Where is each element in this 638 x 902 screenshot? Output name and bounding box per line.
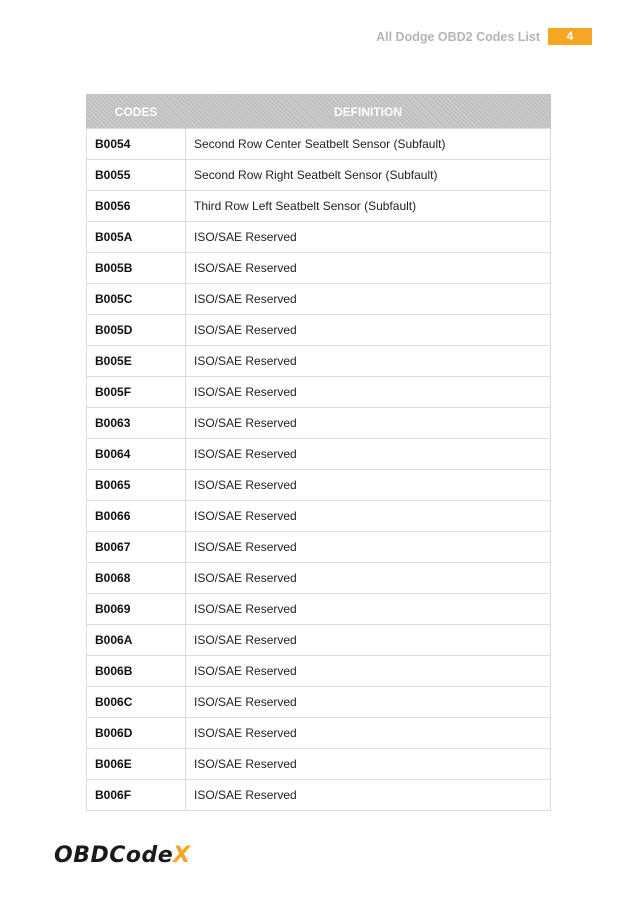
table-row xyxy=(87,160,551,191)
codes-table xyxy=(86,94,551,811)
table-row xyxy=(87,346,551,377)
code-cell: B005E xyxy=(87,346,186,377)
definition-cell: ISO/SAE Reserved xyxy=(186,501,551,532)
definition-cell: ISO/SAE Reserved xyxy=(186,408,551,439)
definition-cell: Third Row Left Seatbelt Sensor (Subfault) xyxy=(186,191,551,222)
table-row xyxy=(87,253,551,284)
definition-cell: Second Row Right Seatbelt Sensor (Subfault) xyxy=(186,160,551,191)
table-row xyxy=(87,439,551,470)
code-cell: B0054 xyxy=(87,129,186,160)
code-cell: B0068 xyxy=(87,563,186,594)
table-row xyxy=(87,687,551,718)
code-cell: B006D xyxy=(87,718,186,749)
table-row xyxy=(87,408,551,439)
definition-cell: ISO/SAE Reserved xyxy=(186,315,551,346)
code-cell: B0055 xyxy=(87,160,186,191)
code-cell: B0056 xyxy=(87,191,186,222)
code-cell: B0069 xyxy=(87,594,186,625)
logo-accent: X xyxy=(173,843,191,868)
code-cell: B005F xyxy=(87,377,186,408)
table-row xyxy=(87,377,551,408)
code-cell: B0066 xyxy=(87,501,186,532)
obdcodex-logo xyxy=(54,843,191,868)
document-title: All Dodge OBD2 Codes List xyxy=(376,29,540,44)
definition-cell: ISO/SAE Reserved xyxy=(186,470,551,501)
table-row xyxy=(87,129,551,160)
table-row xyxy=(87,315,551,346)
code-cell: B005A xyxy=(87,222,186,253)
code-cell: B006C xyxy=(87,687,186,718)
table-row xyxy=(87,501,551,532)
code-cell: B005D xyxy=(87,315,186,346)
definition-cell: ISO/SAE Reserved xyxy=(186,749,551,780)
table-row xyxy=(87,191,551,222)
page-number-badge: 4 xyxy=(548,28,592,45)
definition-cell: ISO/SAE Reserved xyxy=(186,594,551,625)
code-cell: B0063 xyxy=(87,408,186,439)
table-row xyxy=(87,656,551,687)
code-cell: B005C xyxy=(87,284,186,315)
table-row xyxy=(87,470,551,501)
definition-cell: ISO/SAE Reserved xyxy=(186,377,551,408)
definition-cell: ISO/SAE Reserved xyxy=(186,284,551,315)
code-cell: B0064 xyxy=(87,439,186,470)
table-row xyxy=(87,594,551,625)
definition-cell: ISO/SAE Reserved xyxy=(186,346,551,377)
column-header-definition: DEFINITION xyxy=(186,95,551,129)
definition-cell: ISO/SAE Reserved xyxy=(186,222,551,253)
definition-cell: Second Row Center Seatbelt Sensor (Subfault) xyxy=(186,129,551,160)
code-cell: B006F xyxy=(87,780,186,811)
code-cell: B0067 xyxy=(87,532,186,563)
table-row xyxy=(87,749,551,780)
page-header xyxy=(376,28,592,45)
definition-cell: ISO/SAE Reserved xyxy=(186,656,551,687)
definition-cell: ISO/SAE Reserved xyxy=(186,253,551,284)
definition-cell: ISO/SAE Reserved xyxy=(186,718,551,749)
definition-cell: ISO/SAE Reserved xyxy=(186,687,551,718)
code-cell: B0065 xyxy=(87,470,186,501)
logo-text: OBDCode xyxy=(54,843,174,868)
code-cell: B005B xyxy=(87,253,186,284)
table-row xyxy=(87,625,551,656)
definition-cell: ISO/SAE Reserved xyxy=(186,780,551,811)
column-header-codes: CODES xyxy=(87,95,186,129)
table-row xyxy=(87,718,551,749)
definition-cell: ISO/SAE Reserved xyxy=(186,532,551,563)
definition-cell: ISO/SAE Reserved xyxy=(186,563,551,594)
table-row xyxy=(87,284,551,315)
definition-cell: ISO/SAE Reserved xyxy=(186,439,551,470)
table-row xyxy=(87,780,551,811)
table-row xyxy=(87,563,551,594)
code-cell: B006A xyxy=(87,625,186,656)
table-row xyxy=(87,532,551,563)
table-row xyxy=(87,222,551,253)
code-cell: B006B xyxy=(87,656,186,687)
code-cell: B006E xyxy=(87,749,186,780)
table-header-row xyxy=(87,95,551,129)
definition-cell: ISO/SAE Reserved xyxy=(186,625,551,656)
